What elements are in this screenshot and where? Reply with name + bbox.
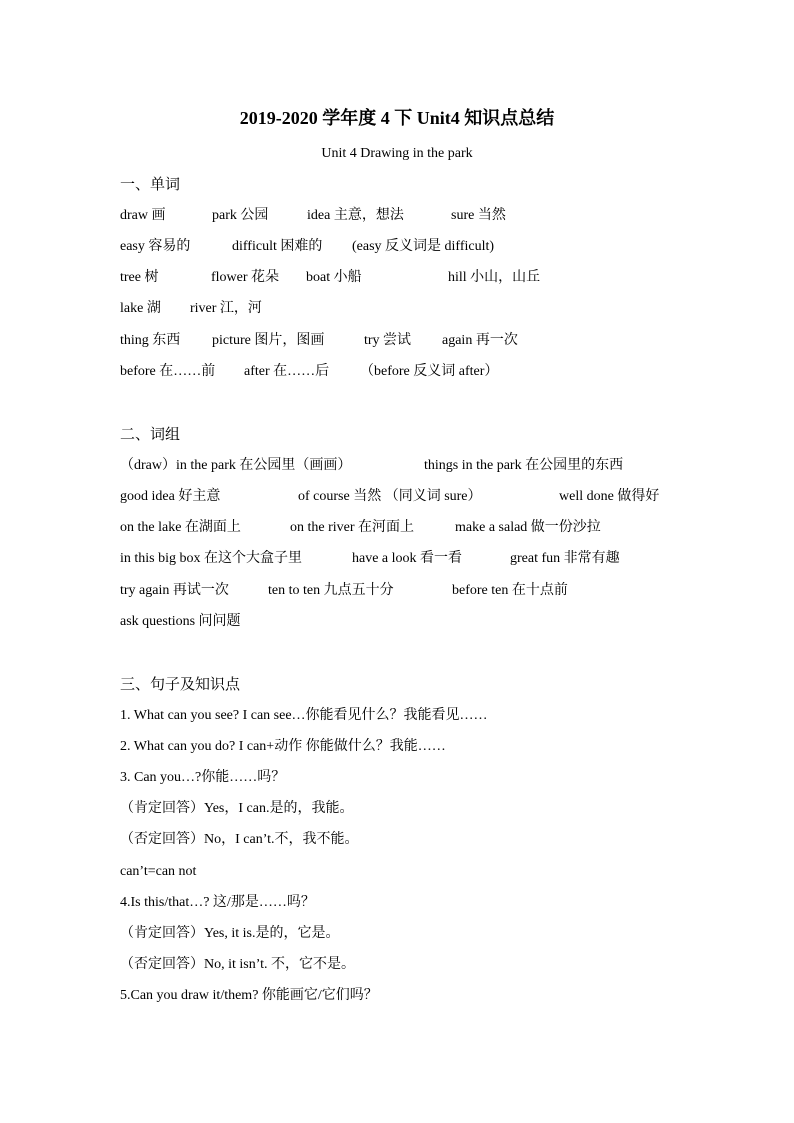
sentence-line: （肯定回答）Yes，I can.是的，我能。: [120, 801, 354, 816]
sentence-line: can’t=can not: [120, 864, 197, 879]
vocabulary-entry: picture 图片，图画: [212, 333, 325, 348]
vocabulary-entry: easy 容易的: [120, 239, 191, 254]
vocabulary-entry: lake 湖: [120, 301, 161, 316]
sentence-line: 2. What can you do? I can+动作 你能做什么？我能……: [120, 739, 446, 754]
sentence-line: 4.Is this/that…? 这/那是……吗？: [120, 895, 315, 910]
phrase-entry: before ten 在十点前: [452, 583, 568, 598]
phrase-entry: on the lake 在湖面上: [120, 520, 241, 535]
vocabulary-entry: hill 小山，山丘: [448, 270, 541, 285]
vocabulary-entry: sure 当然: [451, 208, 506, 223]
phrase-entry: （draw）in the park 在公园里（画画）: [120, 458, 352, 473]
vocabulary-entry: (easy 反义词是 difficult): [352, 239, 495, 254]
phrase-entry: good idea 好主意: [120, 489, 221, 504]
sentence-line: 1. What can you see? I can see…你能看见什么？我能看见……: [120, 708, 488, 723]
document-title: 2019-2020 学年度 4 下 Unit4 知识点总结: [239, 108, 555, 128]
vocabulary-entry: （before 反义词 after）: [360, 364, 499, 379]
phrase-entry: make a salad 做一份沙拉: [455, 520, 601, 535]
sentence-line: 5.Can you draw it/them? 你能画它/它们吗？: [120, 988, 378, 1003]
phrase-entry: try again 再试一次: [120, 583, 229, 598]
vocabulary-entry: flower 花朵: [211, 270, 280, 285]
vocabulary-entry: river 江，河: [190, 301, 262, 316]
vocabulary-entry: boat 小船: [306, 270, 362, 285]
vocabulary-entry: before 在……前: [120, 364, 216, 379]
phrase-entry: ask questions 问问题: [120, 614, 241, 629]
sentence-line: 3. Can you…?你能……吗？: [120, 770, 286, 785]
vocabulary-entry: idea 主意，想法: [307, 208, 404, 223]
section-heading-sentences: 三、句子及知识点: [120, 677, 241, 693]
document-subtitle: Unit 4 Drawing in the park: [321, 146, 473, 161]
sentence-line: （否定回答）No, it isn’t. 不，它不是。: [120, 957, 356, 972]
phrase-entry: in this big box 在这个大盒子里: [120, 551, 303, 566]
phrase-entry: on the river 在河面上: [290, 520, 415, 535]
vocabulary-entry: thing 东西: [120, 333, 181, 348]
vocabulary-entry: draw 画: [120, 208, 166, 223]
phrase-entry: of course 当然 （同义词 sure）: [298, 489, 482, 504]
sentence-line: （肯定回答）Yes, it is.是的，它是。: [120, 926, 340, 941]
phrase-entry: great fun 非常有趣: [510, 551, 620, 566]
vocabulary-entry: again 再一次: [442, 333, 518, 348]
vocabulary-entry: difficult 困难的: [232, 239, 323, 254]
vocabulary-entry: after 在……后: [244, 364, 330, 379]
phrase-entry: well done 做得好: [559, 489, 660, 504]
section-heading-vocabulary: 一、单词: [120, 177, 181, 193]
phrase-entry: ten to ten 九点五十分: [268, 583, 394, 598]
phrase-entry: have a look 看一看: [352, 551, 463, 566]
section-heading-phrases: 二、词组: [120, 427, 181, 443]
sentence-line: （否定回答）No，I can’t.不，我不能。: [120, 832, 359, 847]
vocabulary-entry: try 尝试: [364, 333, 412, 348]
phrase-entry: things in the park 在公园里的东西: [424, 458, 624, 473]
vocabulary-entry: park 公园: [212, 208, 269, 223]
vocabulary-entry: tree 树: [120, 270, 159, 285]
